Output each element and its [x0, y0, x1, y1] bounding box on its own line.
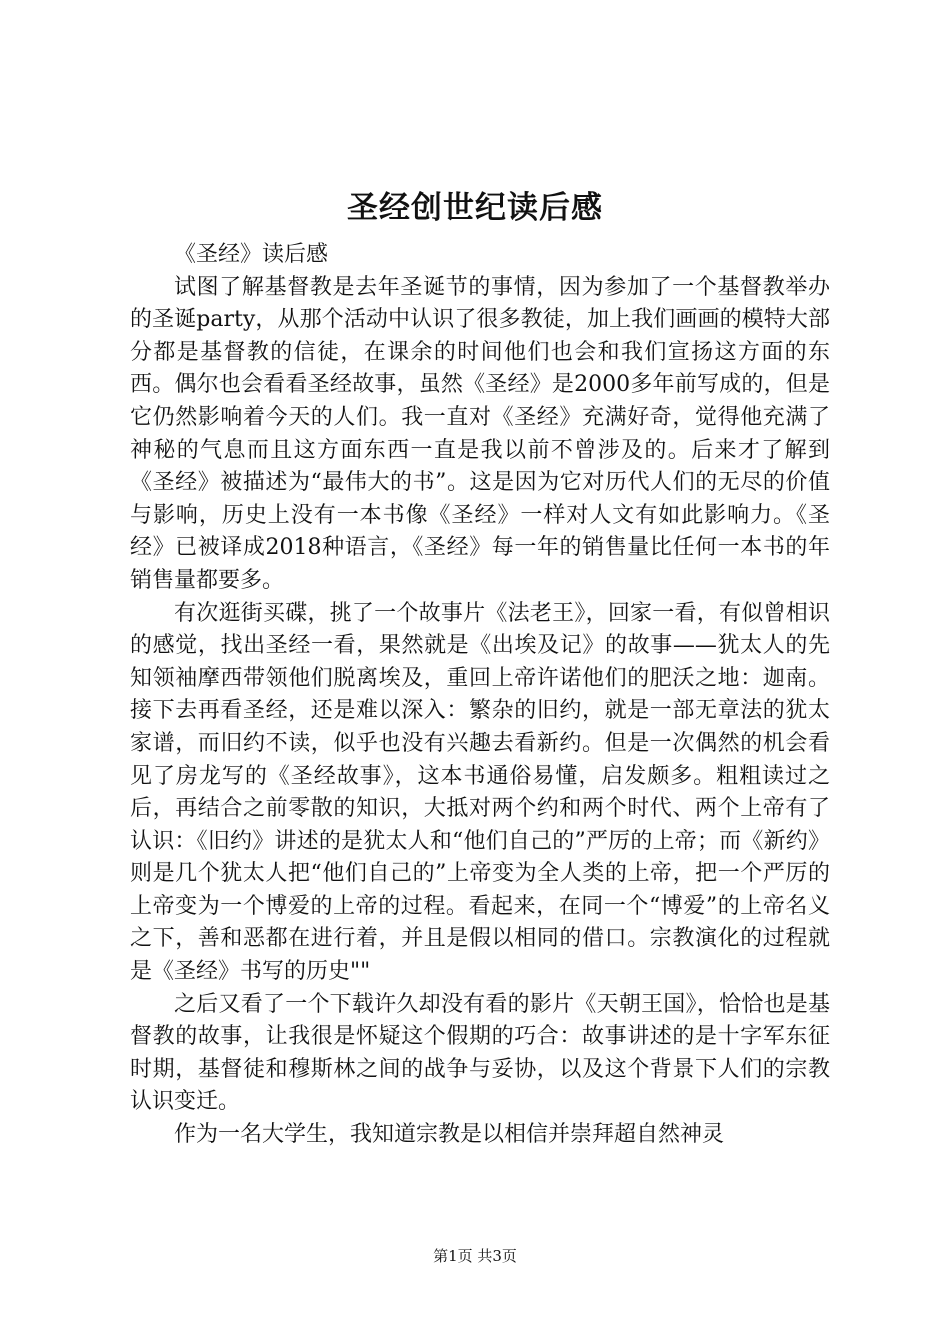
- paragraph-heading: 《圣经》读后感: [174, 242, 329, 267]
- document-body: [130, 239, 830, 1152]
- paragraph: 作为一名大学生，我知道宗教是以相信并崇拜超自然神灵: [174, 1122, 725, 1148]
- paragraph: 试图了解基督教是去年圣诞节的事情，因为参加了一个基督教举办的圣诞party，从那个活动中认识了很多教徒，加上我们画画的模特大部分都是基督教的信徒，在课余的时间他们也会和我们宣扬这方面的东西。偶尔也会看看圣经故事，虽然《圣经》是2000多年前写成的，但是它仍然影响着今天的人们。我一直对《圣经》充满好奇，觉得他充满了神秘的气息而且这方面东西一直是我以前不曾涉及的。后来才了解到《圣经》被描述为“最伟大的书”。这是因为它对历代人们的无尽的价值与影响，历史上没有一本书像《圣经》一样对人文有如此影响力。《圣经》已被译成2018种语言，《圣经》每一年的销售量比任何一本书的年销售量都要多。: [130, 274, 830, 593]
- paragraph: 有次逛街买碟，挑了一个故事片《法老王》，回家一看，有似曾相识的感觉，找出圣经一看，果然就是《出埃及记》的故事——犹太人的先知领袖摩西带领他们脱离埃及，重回上帝许诺他们的肥沃之地：迦南。接下去再看圣经，还是难以深入：繁杂的旧约，就是一部无章法的犹太家谱，而旧约不读，似乎也没有兴趣去看新约。但是一次偶然的机会看见了房龙写的《圣经故事》，这本书通俗易懂，启发颇多。粗粗读过之后，再结合之前零散的知识，大抵对两个约和两个时代、两个上帝有了认识：《旧约》讲述的是犹太人和“他们自己的”严厉的上帝；而《新约》则是几个犹太人把“他们自己的”上帝变为全人类的上帝，把一个严厉的上帝变为一个博爱的上帝的过程。看起来，在同一个“博爱”的上帝名义之下，善和恶都在进行着，并且是假以相同的借口。宗教演化的过程就是《圣经》书写的历史"": [130, 600, 830, 985]
- paragraph: 之后又看了一个下载许久却没有看的影片《天朝王国》，恰恰也是基督教的故事，让我很是怀疑这个假期的巧合：故事讲述的是十字军东征时期，基督徒和穆斯林之间的战争与妥协，以及这个背景下人们的宗教认识变迁。: [130, 991, 830, 1115]
- document-title: 圣经创世纪读后感: [347, 190, 603, 226]
- page-number-footer: 第1页 共3页: [433, 1247, 517, 1265]
